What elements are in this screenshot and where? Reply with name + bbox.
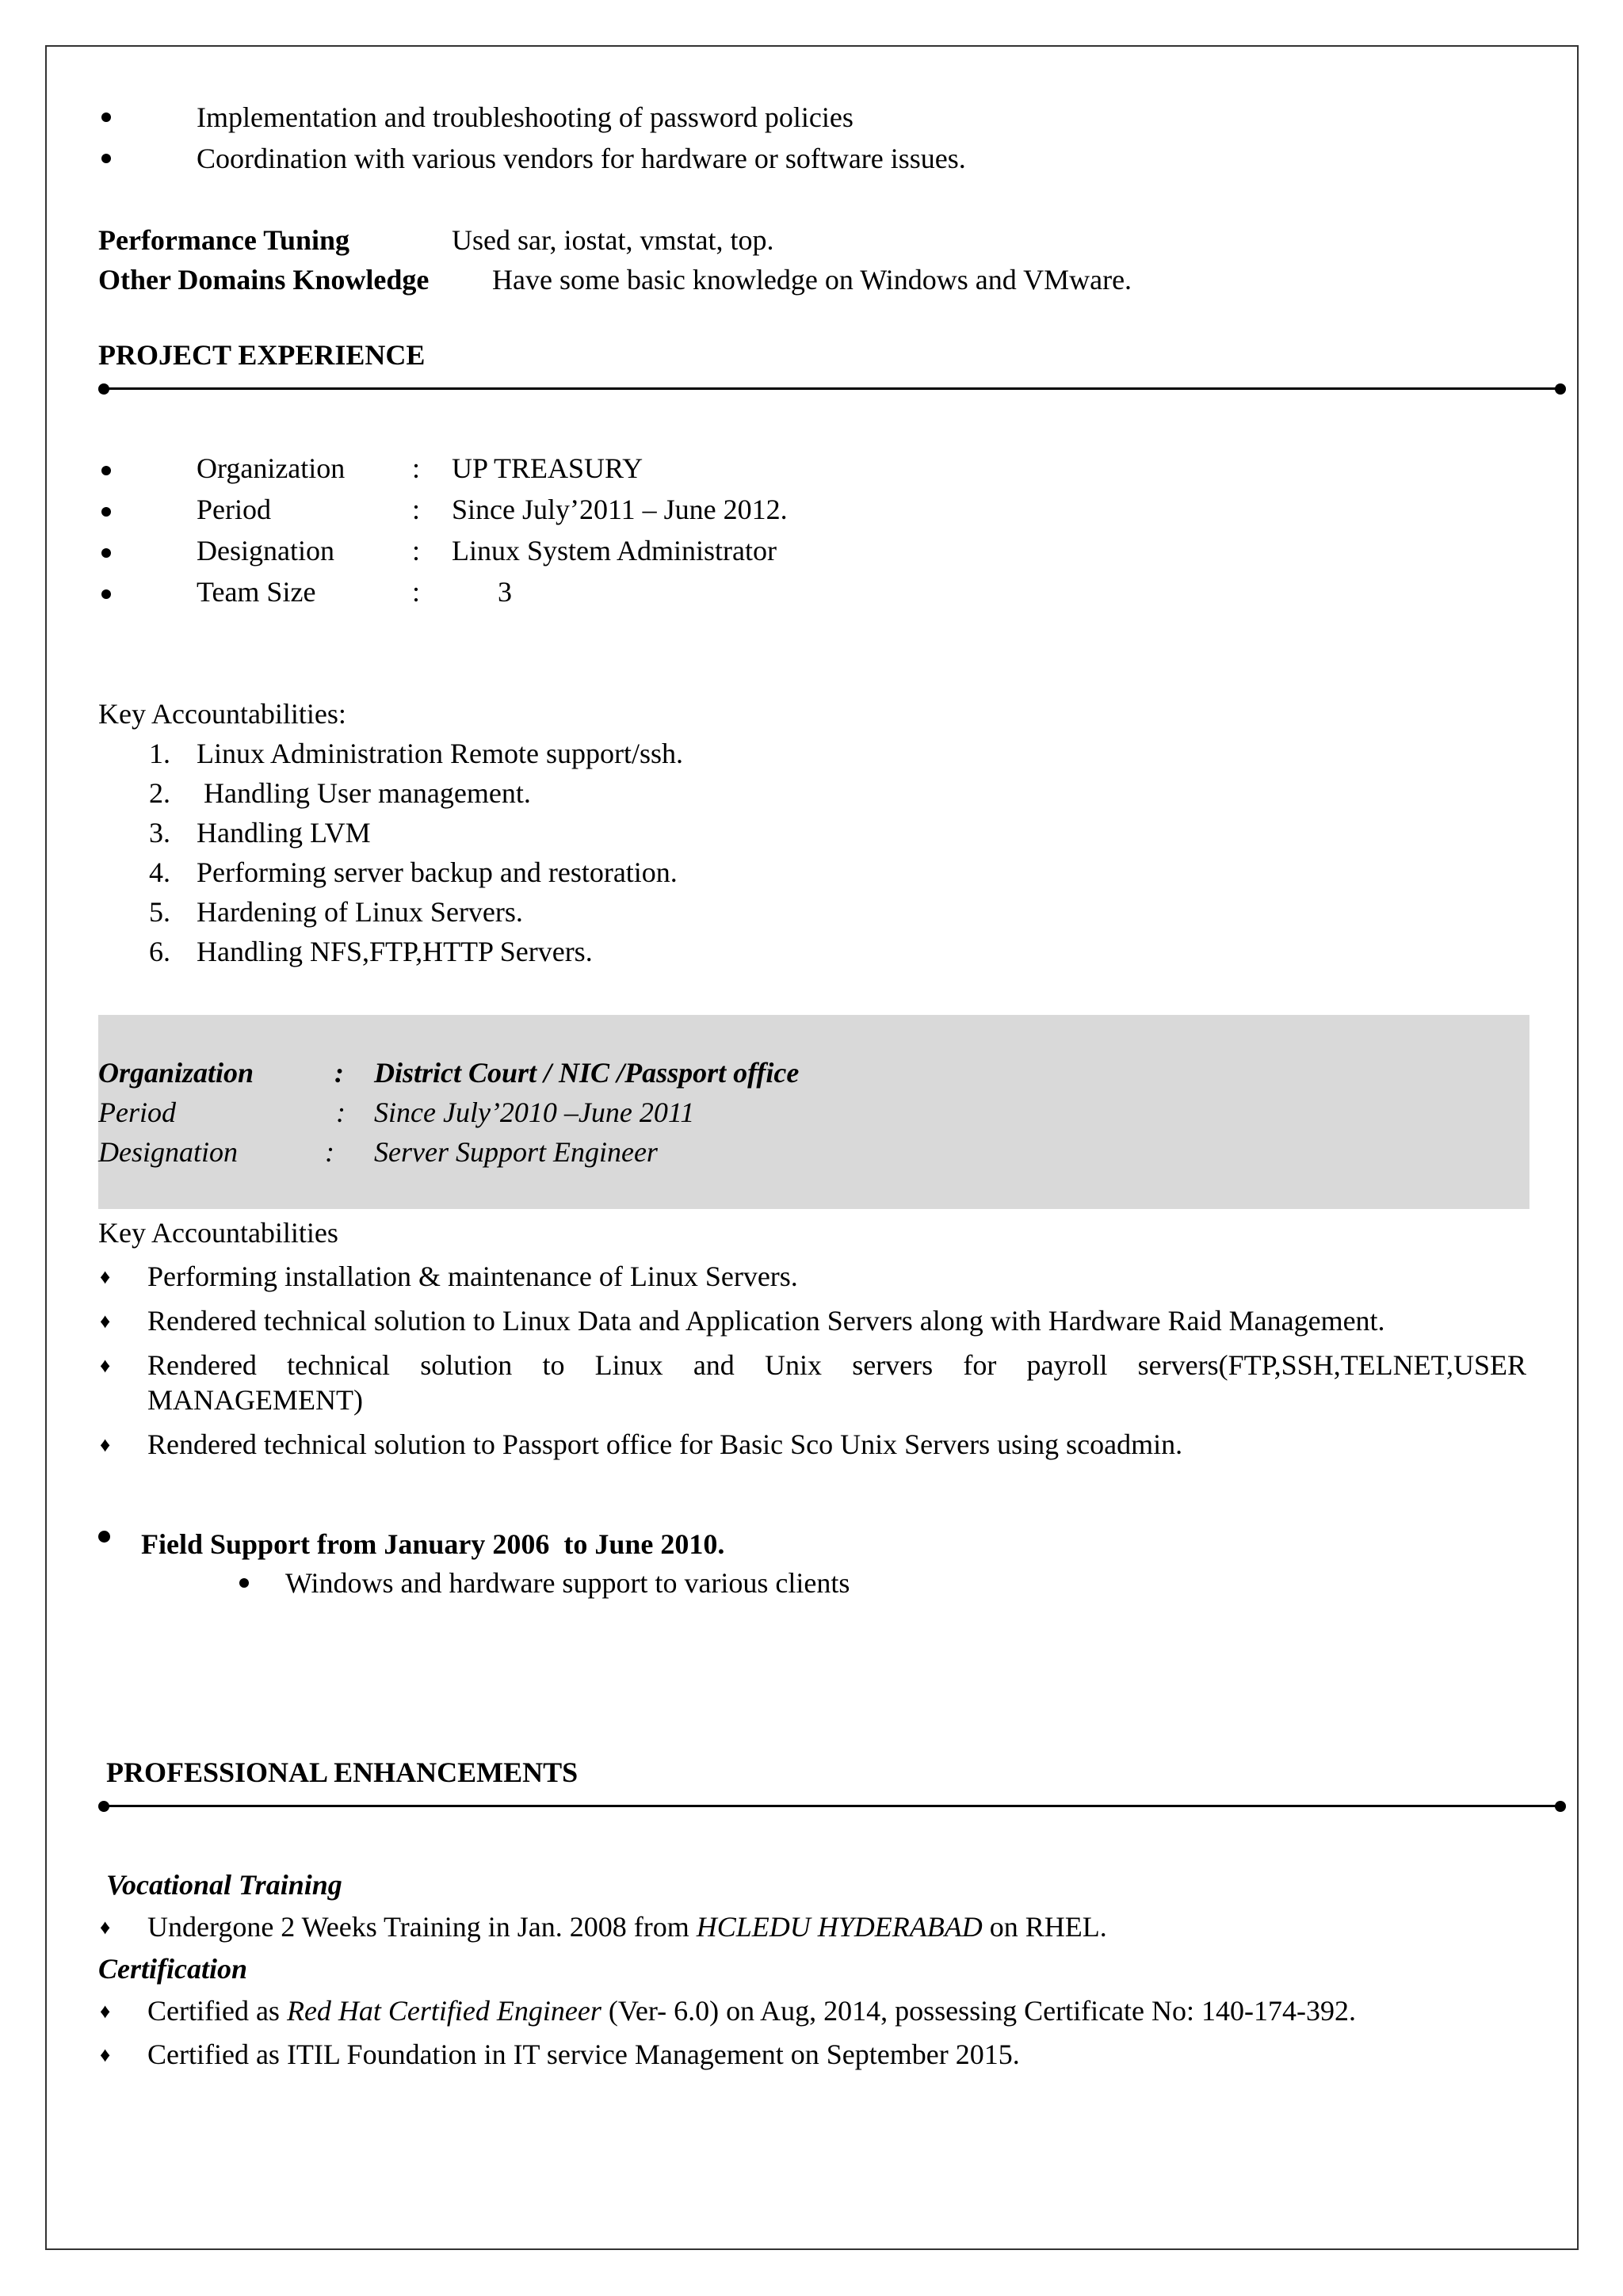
bullet-icon (98, 1531, 110, 1543)
bullet-icon (101, 548, 111, 558)
bullet-icon (239, 1578, 249, 1588)
other-domains-value: Have some basic knowledge on Windows and VMware. (492, 264, 1132, 296)
performance-label: Performance Tuning (98, 224, 350, 256)
p2-designation-label: Designation (98, 1136, 238, 1168)
project-2-shaded-box (98, 1015, 1529, 1209)
list-number: 3. (149, 817, 170, 849)
p1-org-label: Organization (197, 452, 346, 484)
list-number: 1. (149, 738, 170, 769)
p1-key-item-6: Handling NFS,FTP,HTTP Servers. (197, 936, 593, 967)
diamond-bullet-icon: ♦ (100, 1433, 111, 1456)
p1-sep: : (412, 535, 421, 566)
diamond-bullet-icon: ♦ (100, 2043, 111, 2066)
p1-key-heading: Key Accountabilities: (98, 698, 346, 730)
p2-org-label: Organization (98, 1057, 254, 1089)
p2-period-label: Period (98, 1097, 176, 1128)
p2-sep: : (336, 1097, 346, 1128)
p1-sep: : (412, 452, 421, 484)
p1-sep: : (412, 576, 421, 608)
diamond-bullet-icon: ♦ (100, 1354, 111, 1377)
project-experience-heading: PROJECT EXPERIENCE (98, 339, 426, 371)
list-number: 5. (149, 896, 170, 928)
section-rule (103, 1805, 1560, 1807)
bullet-icon (101, 154, 111, 163)
top-bullet-2: Coordination with various vendors for hardware or software issues. (197, 143, 966, 174)
cert-item-1: Certified as Red Hat Certified Engineer (Ver- 6.0) on Aug, 2014, possessing Certificate No: 140-174-392. (147, 1995, 1357, 2027)
p2-period-value: Since July’2010 –June 2011 (374, 1097, 695, 1128)
p1-team-label: Team Size (197, 576, 316, 608)
p2-sep: : (334, 1057, 344, 1089)
section-rule (103, 387, 1560, 390)
bullet-icon (101, 466, 111, 475)
professional-heading: PROFESSIONAL ENHANCEMENTS (106, 1756, 579, 1788)
p1-key-item-1: Linux Administration Remote support/ssh. (197, 738, 683, 769)
certification-heading: Certification (98, 1953, 247, 1985)
bullet-icon (101, 113, 111, 122)
p2-designation-value: Server Support Engineer (374, 1136, 658, 1168)
other-domains-label: Other Domains Knowledge (98, 264, 430, 296)
diamond-bullet-icon: ♦ (100, 1916, 111, 1939)
p1-designation-value: Linux System Administrator (452, 535, 777, 566)
cert-item-2: Certified as ITIL Foundation in IT service Management on September 2015. (147, 2039, 1020, 2070)
field-support-item: Windows and hardware support to various clients (285, 1567, 850, 1599)
p2-key-heading: Key Accountabilities (98, 1217, 338, 1249)
performance-value: Used sar, iostat, vmstat, top. (452, 224, 774, 256)
p2-key-item-4: Rendered technical solution to Passport office for Basic Sco Unix Servers using scoadmin. (147, 1428, 1183, 1460)
vocational-item: Undergone 2 Weeks Training in Jan. 2008 from HCLEDU HYDERABAD on RHEL. (147, 1911, 1107, 1943)
diamond-bullet-icon: ♦ (100, 1265, 111, 1288)
p1-org-value: UP TREASURY (452, 452, 643, 484)
field-support-title: Field Support from January 2006 to June 2010. (141, 1528, 725, 1560)
p1-key-item-3: Handling LVM (197, 817, 371, 849)
p1-key-item-4: Performing server backup and restoration. (197, 856, 678, 888)
rule-end-icon (1555, 383, 1566, 395)
p1-designation-label: Designation (197, 535, 334, 566)
list-number: 6. (149, 936, 170, 967)
p1-team-value: 3 (498, 576, 512, 608)
vocational-heading: Vocational Training (106, 1869, 342, 1901)
p1-key-item-5: Hardening of Linux Servers. (197, 896, 523, 928)
bullet-icon (101, 589, 111, 599)
p2-key-item-1: Performing installation & maintenance of Linux Servers. (147, 1261, 798, 1292)
list-number: 2. (149, 777, 170, 809)
p1-sep: : (412, 494, 421, 525)
p1-key-item-2: Handling User management. (197, 777, 531, 809)
p1-period-value: Since July’2011 – June 2012. (452, 494, 788, 525)
list-number: 4. (149, 856, 170, 888)
p2-key-item-3-cont: MANAGEMENT) (147, 1384, 363, 1416)
p1-period-label: Period (197, 494, 271, 525)
p2-org-value: District Court / NIC /Passport office (374, 1057, 800, 1089)
p2-key-item-2: Rendered technical solution to Linux Data and Application Servers along with Hardware Raid Management. (147, 1305, 1385, 1337)
diamond-bullet-icon: ♦ (100, 1310, 111, 1333)
p2-key-item-3: Rendered technical solution to Linux and Unix servers for payroll servers(FTP,SSH,TELNET,USER (147, 1349, 1526, 1381)
rule-end-icon (1555, 1801, 1566, 1812)
p2-sep: : (325, 1136, 334, 1168)
top-bullet-1: Implementation and troubleshooting of password policies (197, 101, 854, 133)
bullet-icon (101, 507, 111, 517)
diamond-bullet-icon: ♦ (100, 2000, 111, 2023)
